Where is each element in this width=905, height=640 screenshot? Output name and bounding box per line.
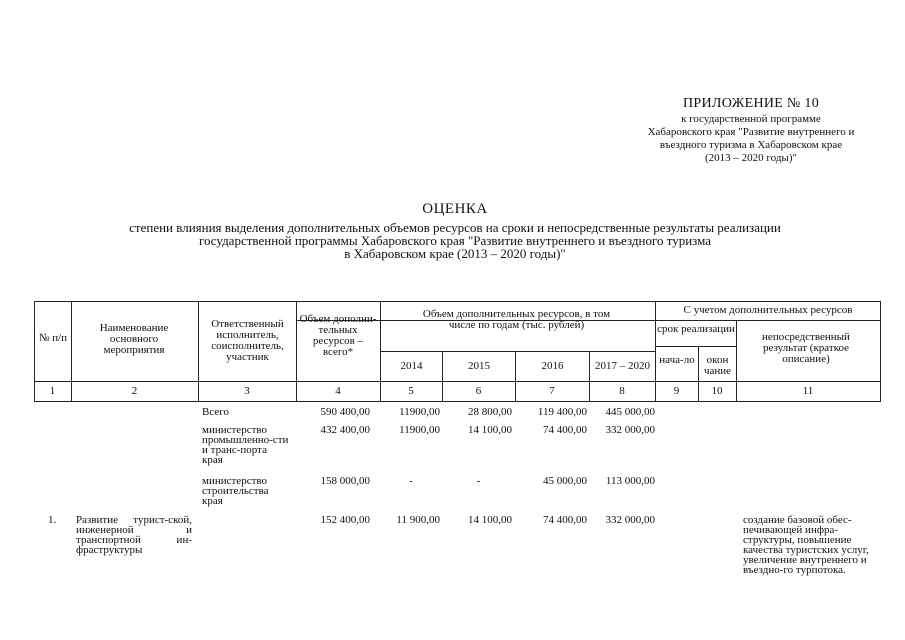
row-2017-2020: 332 000,00 <box>605 424 655 436</box>
col-number: 4 <box>335 385 341 397</box>
col-number: 11 <box>802 385 814 397</box>
row-2016: 74 400,00 <box>543 514 587 526</box>
col-number: 2 <box>131 385 138 397</box>
table-line <box>34 401 880 402</box>
col-number: 10 <box>711 385 723 397</box>
table-line <box>655 346 736 347</box>
subtitle-line: степени влияния выделения дополнительных объемов ресурсов на сроки и непосредственные результаты реализации <box>129 220 781 235</box>
row-2014: - <box>409 475 413 487</box>
row-name: Развитие турист-ской, инженерной и транспортной ин-фраструктуры <box>76 514 192 556</box>
row-total: 152 400,00 <box>320 514 370 526</box>
col-number: 6 <box>475 385 482 397</box>
subtitle-line: в Хабаровском крае (2013 – 2020 годы)" <box>344 246 566 261</box>
header-volume: Объем дополни-тельных ресурсов – всего* <box>299 313 377 358</box>
row-total: 590 400,00 <box>320 406 370 418</box>
table-border-top <box>34 301 880 302</box>
header-result: непосредственный результат (краткое описание) <box>762 331 850 365</box>
header-year-2015: 2015 <box>468 360 490 372</box>
appendix-block <box>620 96 882 164</box>
appendix-line: к государственной программе <box>681 113 821 125</box>
row-2014: 11900,00 <box>399 406 440 418</box>
row-executor: министерство промышленно-сти и транс-порта края <box>202 424 289 466</box>
appendix-line: въездного туризма в Хабаровском крае <box>659 139 843 151</box>
row-2016: 74 400,00 <box>543 424 587 436</box>
table-line <box>380 351 655 352</box>
row-2017-2020: 113 000,00 <box>605 475 655 487</box>
appendix-title: ПРИЛОЖЕНИЕ № 10 <box>683 96 819 111</box>
row-2014: 11900,00 <box>399 424 440 436</box>
document-subtitle <box>40 221 870 260</box>
header-end: окон чание <box>703 354 732 377</box>
header-term: срок реализации <box>657 323 735 335</box>
appendix-line: Хабаровского края "Развитие внутреннего и <box>647 126 855 138</box>
row-total: 158 000,00 <box>320 475 370 487</box>
col-number: 3 <box>244 385 250 397</box>
col-number: 8 <box>619 385 625 397</box>
row-2015: - <box>476 475 481 487</box>
row-2015: 28 800,00 <box>468 406 512 418</box>
col-number: 5 <box>408 385 414 397</box>
col-number: 7 <box>549 385 555 397</box>
header-extra-group: Объем дополнительных ресурсов, в том числе по годам (тыс. рублей) <box>422 308 611 331</box>
header-year-2016: 2016 <box>541 360 564 372</box>
row-total: 432 400,00 <box>320 424 370 436</box>
row-2017-2020: 332 000,00 <box>605 514 655 526</box>
subtitle-line: государственной программы Хабаровского края "Развитие внутреннего и въездного туризма <box>198 233 712 248</box>
row-2017-2020: 445 000,00 <box>605 406 655 418</box>
row-num: 1. <box>48 514 57 526</box>
appendix-line: (2013 – 2020 годы)" <box>705 152 797 164</box>
row-2016: 45 000,00 <box>543 475 587 487</box>
row-2015: 14 100,00 <box>468 424 512 436</box>
header-num: № п/п <box>38 332 68 344</box>
col-number: 9 <box>673 385 680 397</box>
header-start: нача-ло <box>659 354 695 366</box>
document-title: ОЦЕНКА <box>422 201 488 217</box>
row-executor: министерство строительства края <box>202 475 269 507</box>
row-result: создание базовой обес-печивающей инфра-структуры, повышение качества туристских услуг, увеличение внутреннего и въездно-го турпотока. <box>743 514 869 576</box>
table-line <box>34 381 880 382</box>
col-number: 1 <box>49 385 56 397</box>
header-executor: Ответственный исполнитель, соисполнитель, участник <box>211 318 284 363</box>
row-2014: 11 900,00 <box>396 514 440 526</box>
row-executor: Всего <box>202 406 229 418</box>
header-name: Наименование основного мероприятия <box>99 322 169 356</box>
header-with-extra: С учетом дополнительных ресурсов <box>683 304 853 316</box>
header-year-2017-2020: 2017 – 2020 <box>595 360 650 372</box>
row-2015: 14 100,00 <box>468 514 512 526</box>
header-year-2014: 2014 <box>400 360 423 372</box>
row-2016: 119 400,00 <box>537 406 587 418</box>
table-border-right <box>880 301 881 402</box>
